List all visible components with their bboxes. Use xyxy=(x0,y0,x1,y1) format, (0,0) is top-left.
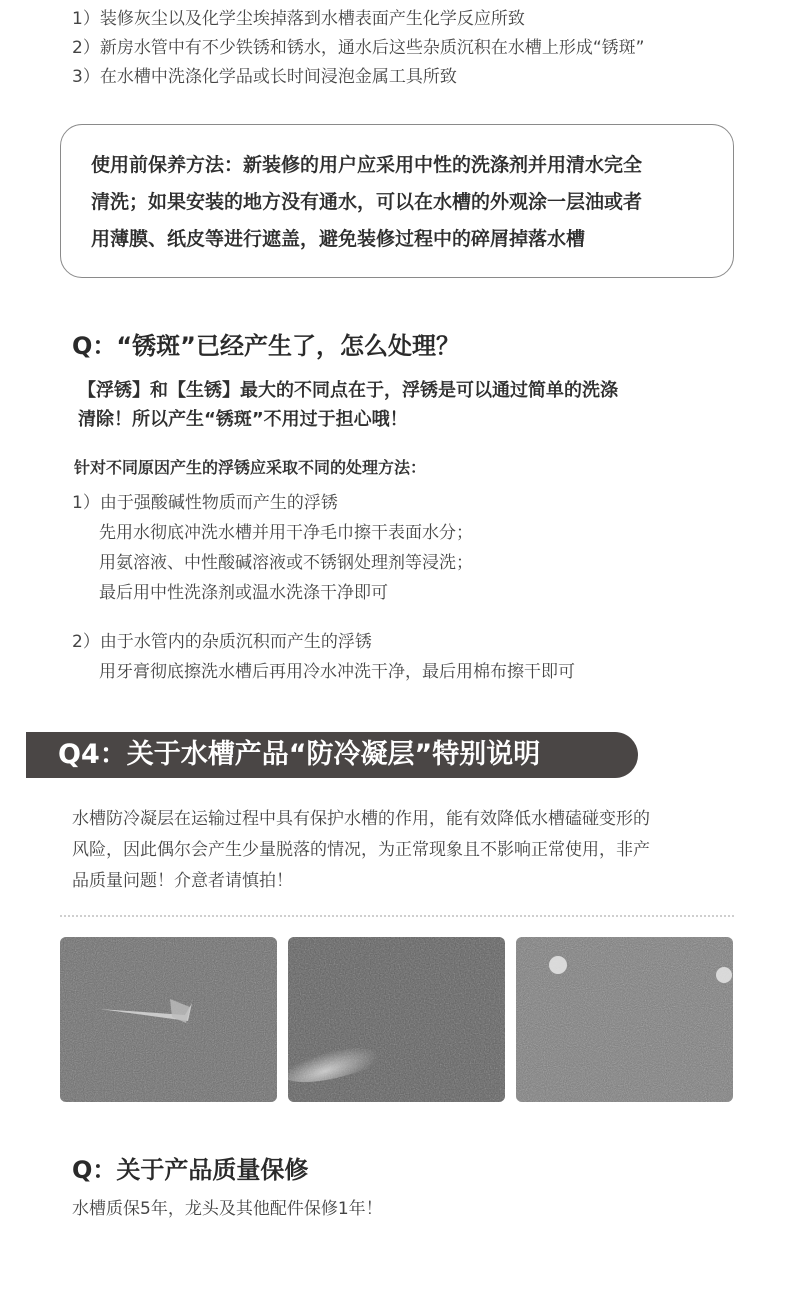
rust-question-title: Q：“锈斑”已经产生了，怎么处理？ xyxy=(72,332,460,360)
method-1-title: 1）由于强酸碱性物质而产生的浮锈 xyxy=(72,493,338,513)
method-step: 用氨溶液、中性酸碱溶液或不锈钢处理剂等浸洗； xyxy=(99,553,473,573)
cause-item: 1）装修灰尘以及化学尘埃掉落到水槽表面产生化学反应所致 xyxy=(72,9,525,29)
coating-photo-3 xyxy=(516,937,733,1102)
coating-photo-1 xyxy=(60,937,277,1102)
q4-banner-title: Q4：关于水槽产品“防冷凝层”特别说明 xyxy=(58,739,541,770)
method-2-title: 2）由于水管内的杂质沉积而产生的浮锈 xyxy=(72,632,372,652)
methods-heading: 针对不同原因产生的浮锈应采取不同的处理方法： xyxy=(74,458,427,477)
rust-highlight: 【浮锈】和【生锈】最大的不同点在于，浮锈是可以通过简单的洗涤 清除！所以产生“锈斑”不用过于担心哦！ xyxy=(78,380,618,430)
method-step: 最后用中性洗涤剂或温水洗涤干净即可 xyxy=(99,583,388,603)
care-tips-box xyxy=(60,124,734,278)
cause-list xyxy=(72,5,644,92)
method-2-step: 用牙膏彻底擦洗水槽后再用冷水冲洗干净，最后用棉布擦干即可 xyxy=(99,662,575,682)
method-1-steps xyxy=(99,518,473,608)
q4-banner xyxy=(26,732,638,778)
care-tips-text: 使用前保养方法：新装修的用户应采用中性的洗涤剂并用清水完全 清洗；如果安装的地方没有通水，可以在水槽的外观涂一层油或者 用薄膜、纸皮等进行遮盖，避免装修过程中的碎屑掉落水槽 xyxy=(91,154,643,250)
cause-item: 3）在水槽中洗涤化学品或长时间浸泡金属工具所致 xyxy=(72,67,457,87)
q4-description: 水槽防冷凝层在运输过程中具有保护水槽的作用，能有效降低水槽磕碰变形的 风险，因此偶尔会产生少量脱落的情况，为正常现象且不影响正常使用，非产 品质量问题！介意者请慎拍！ xyxy=(72,809,650,891)
method-step: 先用水彻底冲洗水槽并用干净毛巾擦干表面水分； xyxy=(99,523,473,543)
cause-item: 2）新房水管中有不少铁锈和锈水，通水后这些杂质沉积在水槽上形成“锈斑” xyxy=(72,38,645,58)
coating-photo-2 xyxy=(288,937,505,1102)
dotted-divider xyxy=(60,915,734,917)
warranty-text: 水槽质保5年，龙头及其他配件保修1年！ xyxy=(72,1199,383,1219)
warranty-question-title: Q：关于产品质量保修 xyxy=(72,1156,309,1184)
